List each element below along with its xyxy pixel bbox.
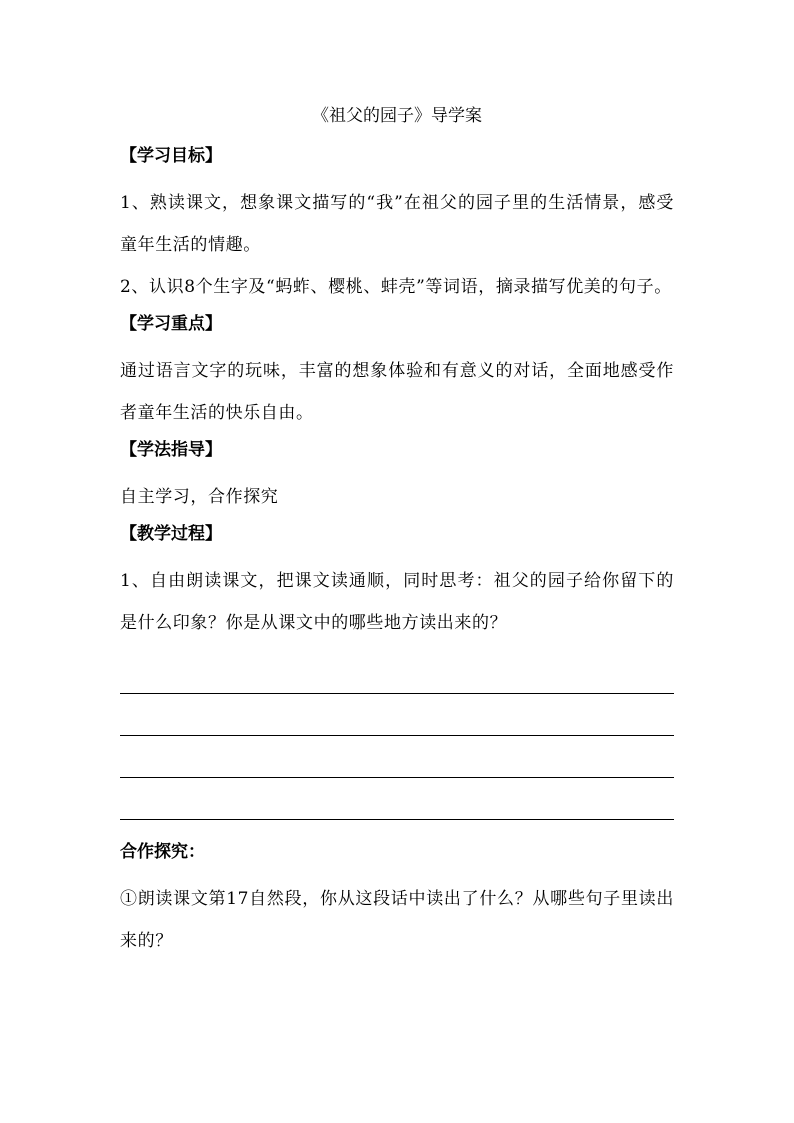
cooperative-heading: 合作探究： bbox=[120, 842, 205, 862]
method-text: 自主学习，合作探究 bbox=[120, 487, 279, 507]
goal-item-1: 1、熟读课文，想象课文描写的“我”在祖父的园子里的生活情景，感受童年生活的情趣。 bbox=[120, 193, 674, 255]
process-heading: 【教学过程】 bbox=[120, 524, 222, 544]
answer-line bbox=[120, 736, 674, 778]
document-content bbox=[120, 102, 674, 962]
goal-item-2: 2、认识8个生字及“蚂蚱、樱桃、蚌壳”等词语，摘录描写优美的句子。 bbox=[120, 277, 672, 297]
answer-line bbox=[120, 694, 674, 736]
goals-heading: 【学习目标】 bbox=[120, 146, 222, 166]
answer-line bbox=[120, 778, 674, 820]
method-heading: 【学法指导】 bbox=[120, 440, 222, 460]
answer-line bbox=[120, 652, 674, 694]
process-question-1: 1、自由朗读课文，把课文读通顺，同时思考：祖父的园子给你留下的是什么印象？你是从课文中的哪些地方读出来的？ bbox=[120, 571, 674, 633]
cooperative-question: ①朗读课文第17自然段，你从这段话中读出了什么？从哪些句子里读出来的？ bbox=[120, 889, 674, 951]
focus-text: 通过语言文字的玩味，丰富的想象体验和有意义的对话，全面地感受作者童年生活的快乐自由。 bbox=[120, 361, 674, 423]
focus-heading: 【学习重点】 bbox=[120, 314, 222, 334]
document-title: 《祖父的园子》导学案 bbox=[312, 106, 482, 126]
answer-lines bbox=[120, 652, 674, 820]
